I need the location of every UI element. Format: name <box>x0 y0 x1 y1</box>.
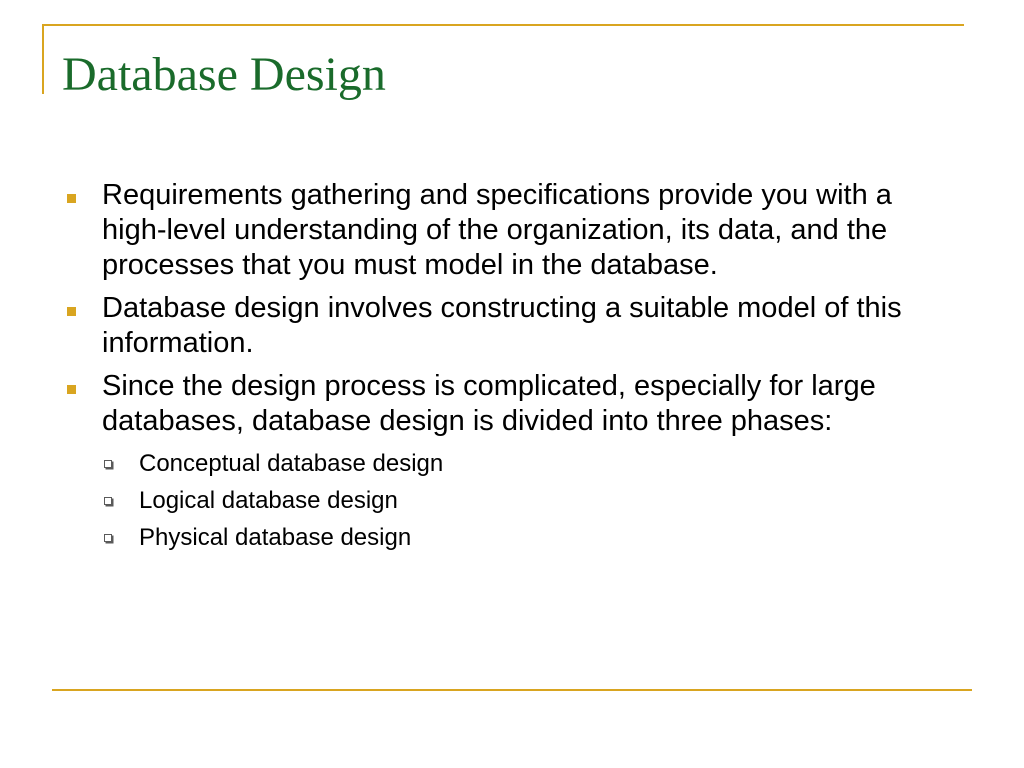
sub-bullet-item <box>102 482 962 519</box>
slide-title: Database Design <box>62 48 386 101</box>
filled-square-bullet-icon <box>67 194 76 203</box>
hollow-square-bullet-icon <box>104 497 112 505</box>
sub-bullet-text: Physical database design <box>139 524 412 551</box>
bullet-text: Since the design process is complicated, especially for large databases, database design is divided into three phases: <box>102 370 876 437</box>
bullet-text: Database design involves constructing a suitable model of this information. <box>102 292 902 359</box>
sub-bullet-text: Conceptual database design <box>139 450 444 477</box>
frame-left-line <box>42 24 44 94</box>
sub-bullet-list <box>102 445 962 556</box>
hollow-square-bullet-icon <box>104 460 112 468</box>
frame-top-line <box>42 24 964 26</box>
sub-bullet-item <box>102 445 962 482</box>
bullet-item <box>62 291 962 361</box>
bullet-item <box>62 178 962 283</box>
frame-bottom-line <box>52 689 972 691</box>
sub-bullet-item <box>102 519 962 556</box>
filled-square-bullet-icon <box>67 307 76 316</box>
filled-square-bullet-icon <box>67 385 76 394</box>
hollow-square-bullet-icon <box>104 534 112 542</box>
sub-bullet-text: Logical database design <box>139 487 398 514</box>
bullet-text: Requirements gathering and specifications provide you with a high-level understanding of the organization, its data, and the processes that you must model in the database. <box>102 179 892 281</box>
bullet-item <box>62 369 962 556</box>
bullet-list <box>62 178 962 564</box>
